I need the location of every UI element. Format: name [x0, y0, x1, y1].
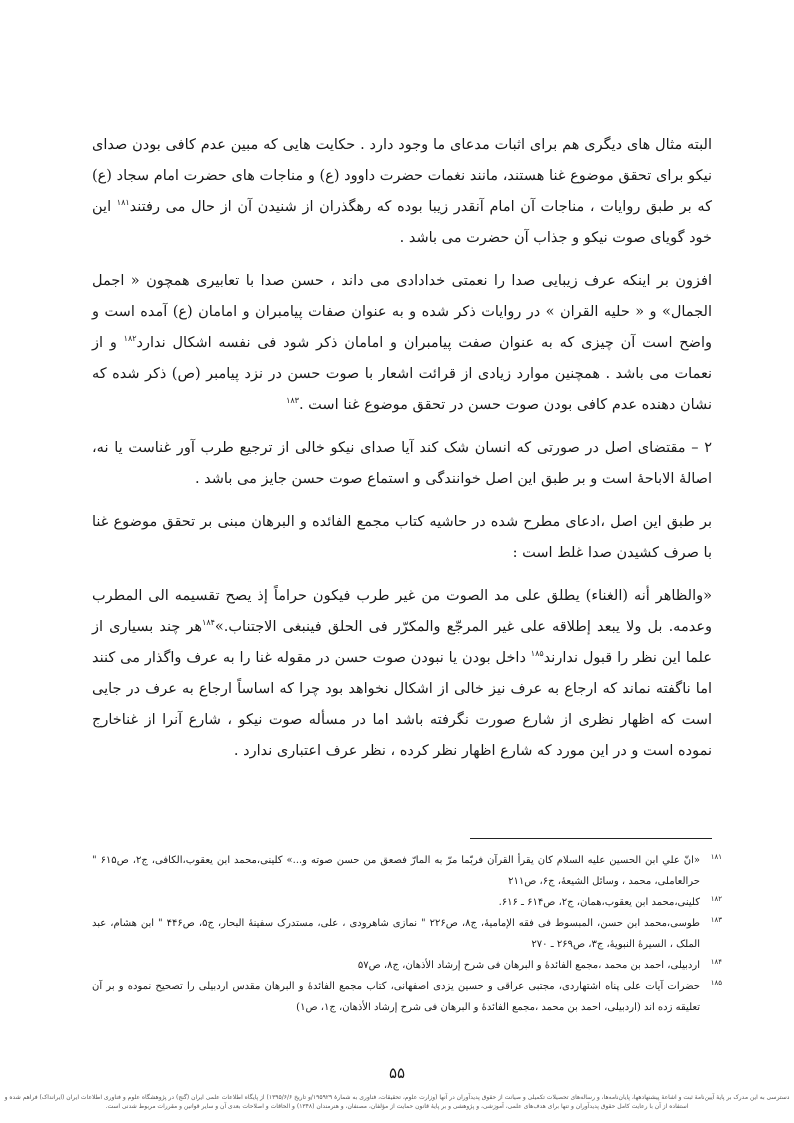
- footnote-ref[interactable]: ۱۸۵: [530, 649, 544, 659]
- page-number: ۵۵: [388, 1064, 406, 1082]
- footnote-number: ۱۸۱: [710, 853, 722, 861]
- paragraph: بر طبق این اصل ،ادعای مطرح شده در حاشیه کتاب مجمع الفائده و البرهان مبنی بر تحقق موضوع غنا با صرف کشیدن صدا غلط است :: [92, 514, 712, 561]
- paragraph: البته مثال های دیگری هم برای اثبات مدعای ما وجود دارد . حکایت هایی که مبین عدم کافی بودن صدای نیکو برای تحقق موضوع غنا هستند، مانند نغمات حضرت داوود (ع) و مناجات های حضرت امام سجاد (ع) که بر طبق روایات ، مناجات آن امام آنقدر زیبا بوده که رهگذران از شنیدن آن از حال می رفتند$^{۱۸۱}$ این خود گویای صوت نیکو و جذاب آن حضرت می باشد .: [92, 137, 712, 246]
- footnote-number: ۱۸۲: [710, 895, 722, 903]
- footnote: ۱۸۴ اردبیلی، احمد بن محمد ،مجمع الفائدهٔ و البرهان فی شرح إرشاد الأذهان، ج۸، ص۵۷: [92, 955, 722, 976]
- footnote-ref[interactable]: ۱۸۱: [116, 198, 130, 208]
- footnote: ۱۸۱ «انّ علي ابن الحسين عليه السلام كان يقرأ القرآن فربّما مرّ به المارّ فصعق من حسن صوته و...» کلینی،محمد ابن یعقوب،الکافی، ج۲، ص۶۱۵ " حرالعاملی، محمد ، وسائل الشیعهٔ، ج۶، ص۲۱۱: [92, 850, 722, 892]
- footnote-ref[interactable]: ۱۸۲: [123, 334, 137, 344]
- footnote: ۱۸۳ طوسی،محمد ابن حسن، المبسوط فی فقه الإمامیهٔ، ج۸، ص۲۲۶ " نمازی شاهرودی ، علی، مستدرک سفینهٔ البحار، ج۵، ص۴۴۶ " ابن هشام، عبد الملک ، السیرهٔ النبویهٔ، ج۳، ص۲۶۹ ـ ۲۷۰: [92, 913, 722, 955]
- footnote: ۱۸۲ کلینی،محمد ابن یعقوب،همان، ج۲، ص۶۱۴ ـ ۶۱۶.: [92, 892, 722, 913]
- footnotes: [92, 850, 722, 1018]
- footnote-separator: [470, 838, 712, 839]
- paragraph: افزون بر اینکه عرف زیبایی صدا را نعمتی خدادادی می داند ، حسن صدا با تعابیری همچون « اجمل الجمال» و « حلیه القران » در روایات ذکر شده و به عنوان صفات پیامبران و امامان (ع) آمده است و واضح است آن چیزی که به عنوان صفت پیامبران و امامان ذکر شود فی نفسه اشکال ندارد$^{۱۸۲}$ و از نعمات می باشد . همچنین موارد زیادی از قرائت اشعار با صوت حسن در نزد پیامبر (ص) ذکر شده که نشان دهنده عدم کافی بودن صوت حسن در تحقق موضوع غنا است .$^{۱۸۳}$: [92, 273, 712, 413]
- footnote-number: ۱۸۵: [710, 979, 722, 987]
- paragraph: «والظاهر أنه (الغناء) يطلق على مد الصوت من غير طرب فيكون حراماً إذ يصح تقسيمه الى المطرب وعدمه. بل ولا يبعد إطلاقه على غير المرجّع والمكرّر فى الحلق فينبغى الاجتناب.»$^{۱۸۴}$هر چند بسیاری از علما این نظر را قبول ندارند$^{۱۸۵}$ داخل بودن یا نبودن صوت حسن در مقوله غنا را به عرف واگذار می کنند اما ناگفته نماند که ارجاع به عرف نیز خالی از اشکال نخواهد بود چرا که اساساً ارجاع به عرف در جایی است که اظهار نظری از شارع صورت نگرفته باشد اما در مسأله صوت نیکو ، شارع آنرا از غناخارج نموده است و در این مورد که شارع اظهار نظر کرده ، نظر عرف اعتباری ندارد .: [92, 588, 712, 759]
- footnote: ۱۸۵ حضرات آیات علی پناه اشتهاردی، مجتبی عراقی و حسین یزدی اصفهانی، کتاب مجمع الفائدهٔ و البرهان مقدس اردبیلی را تصحیح نموده و بر آن تعلیقه زده اند (اردبیلی، احمد بن محمد ،مجمع الفائدهٔ و البرهان فی شرح إرشاد الأذهان، ج۱، ص۱): [92, 976, 722, 1018]
- footnote-ref[interactable]: ۱۸۴: [202, 618, 215, 628]
- main-text: [92, 130, 712, 779]
- footnote-number: ۱۸۴: [710, 958, 722, 966]
- repository-notice: دسترسی به این مدرک بر پایهٔ آیین‌نامهٔ ثبت و اشاعهٔ پیشنهادهها، پایان‌نامه‌ها، و رساله‌های تحصیلات تکمیلی و صیانت از حقوق پدیدآوران در آنها (وزارت علوم، تحقیقات، فناوری به شمارهٔ ۱۹۵۹۲۹/و تاریخ ۱۳۹۵/۶/۶) از پایگاه اطلاعات علمی ایران (گنج) در پژوهشگاه علوم و فناوری اطلاعات ایران (ایرانداک) فراهم شده و استفاده از آن با رعایت کامل حقوق پدیدآوران و تنها برای هدف‌های علمی، آموزشی، و پژوهشی و بر پایهٔ قانون حمایت از مؤلفان، مصنفان، و هنرمندان (۱۳۴۸) و الحاقات و اصلاحات بعدی آن و سایر قوانین و مقررات مربوط شدنی است.: [4, 1094, 790, 1110]
- paragraph: ۲ – مقتضای اصل در صورتی که انسان شک کند آیا صدای نیکو خالی از ترجیع طرب آور غناست یا نه، اصالهٔ الاباحهٔ است و بر طبق این اصل خوانندگی و استماع صوت حسن جایز می باشد .: [92, 440, 712, 487]
- footnote-ref[interactable]: ۱۸۳: [286, 396, 299, 406]
- footnote-number: ۱۸۳: [710, 916, 722, 924]
